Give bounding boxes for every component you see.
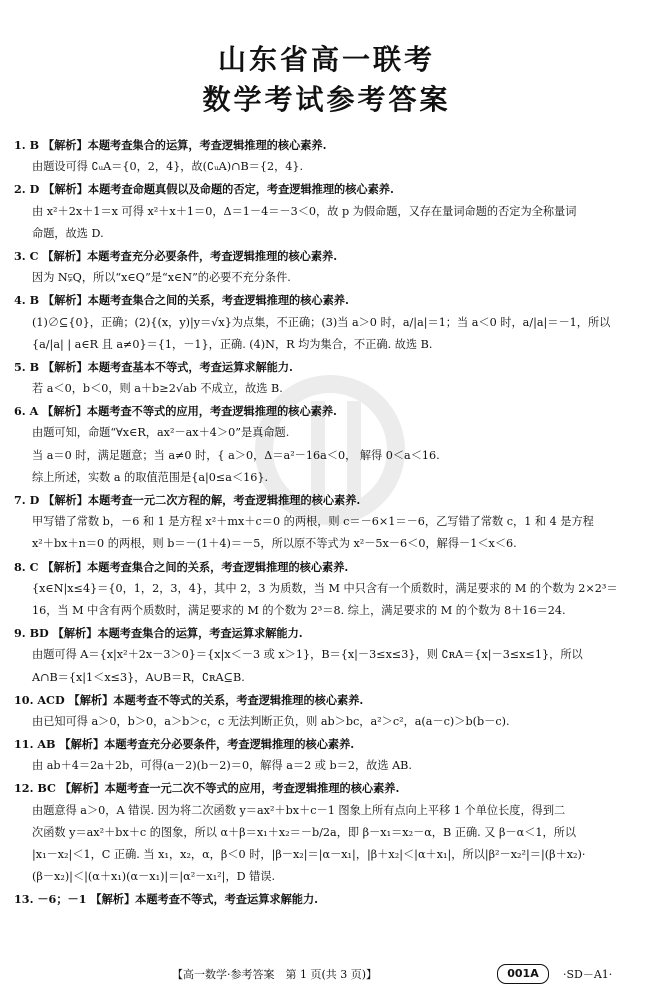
answer-text-line: 16，当 M 中含有两个质数时，满足要求的 M 的个数为 2³＝8. 综上，满足要求的 M 的个数为 8＋16＝24. bbox=[32, 603, 566, 617]
question-heading: 11. AB 【解析】本题考查充分必要条件，考查逻辑推理的核心素养. bbox=[14, 737, 355, 752]
paper-tag: ·SD－A1· bbox=[563, 968, 613, 981]
question-heading: 10. ACD 【解析】本题考查不等式的关系，考查逻辑推理的核心素养. bbox=[14, 692, 364, 707]
answer-text-line: {a/|a| | a∈R 且 a≠0}＝{1，－1}，正确. (4)N，R 均为集合，不正确. 故选 B. bbox=[32, 337, 433, 351]
paper-code-badge: 001A bbox=[497, 964, 549, 984]
page-subtitle: 数学考试参考答案 bbox=[202, 83, 451, 116]
answer-text-line: A∩B＝{x|1＜x≤3}，A∪B＝R，∁ʀA⊆B. bbox=[32, 670, 245, 684]
page-footer bbox=[0, 962, 653, 986]
answer-text-line: |x₁－x₂|＜1，C 正确. 当 x₁，x₂，α，β＜0 时，|β－x₂|＝|α－x₁|，|β＋x₂|＜|α＋x₁|，所以|β²－x₂²|＝|(β＋x₂)· bbox=[32, 848, 586, 861]
question-heading: 1. B 【解析】本题考查集合的运算，考查逻辑推理的核心素养. bbox=[14, 138, 327, 152]
answer-text-line: 由 x²＋2x＋1＝x 可得 x²＋x＋1＝0，Δ＝1－4＝－3＜0，故 p 为假命题，又存在量词命题的否定为全称量词 bbox=[32, 204, 577, 218]
answer-text-line: 甲写错了常数 b，－6 和 1 是方程 x²＋mx＋c＝0 的两根，则 c＝－6×1＝－6，乙写错了常数 c，1 和 4 是方程 bbox=[32, 515, 594, 529]
answer-text-line: (1)∅⊆{0}，正确；(2){(x，y)|y＝√x}为点集，不正确；(3)当 a＞0 时，a/|a|＝1；当 a＜0 时，a/|a|＝－1，所以 bbox=[32, 315, 611, 329]
question-heading: 12. BC 【解析】本题考查一元二次不等式的应用，考查逻辑推理的核心素养. bbox=[14, 781, 400, 796]
question-heading: 8. C 【解析】本题考查集合之间的关系，考查逻辑推理的核心素养. bbox=[14, 559, 349, 574]
answer-text-line: 次函数 y＝ax²＋bx＋c 的图象，所以 α＋β＝x₁＋x₂＝－b/2a，即 β－x₁＝x₂－α，B 正确. 又 β－α＜1，所以 bbox=[32, 825, 577, 839]
answer-text-line: 由 ab＋4＝2a＋2b，可得(a－2)(b－2)＝0，解得 a＝2 或 b＝2，故选 AB. bbox=[32, 759, 412, 773]
page-title: 山东省高一联考 bbox=[217, 43, 435, 76]
question-heading: 5. B 【解析】本题考查基本不等式，考查运算求解能力. bbox=[14, 359, 293, 374]
answer-text-line: 由已知可得 a＞0，b＞0，a＞b＞c，c 无法判断正负，则 ab＞bc，a²＞c²，a(a－c)＞b(b－c). bbox=[32, 714, 510, 728]
question-heading: 4. B 【解析】本题考查集合之间的关系，考查逻辑推理的核心素养. bbox=[14, 293, 349, 308]
question-heading: 7. D 【解析】本题考查一元二次方程的解，考查逻辑推理的核心素养. bbox=[14, 493, 361, 507]
question-heading: 6. A 【解析】本题考查不等式的应用，考查逻辑推理的核心素养. bbox=[14, 404, 337, 419]
answer-text-line: 由题意得 a＞0，A 错误. 因为将二次函数 y＝ax²＋bx＋c－1 图象上所有点向上平移 1 个单位长度，得到二 bbox=[32, 803, 566, 817]
answer-text-line: 当 a＝0 时，满足题意；当 a≠0 时，{ a＞0，Δ＝a²－16a＜0， 解得 0＜a＜16. bbox=[32, 448, 440, 462]
answer-text-line: 因为 N⫋Q，所以“x∈Q”是“x∈N”的必要不充分条件. bbox=[32, 271, 291, 285]
answer-text-line: 综上所述，实数 a 的取值范围是{a|0≤a＜16}. bbox=[32, 470, 269, 484]
footer-text: 【高一数学·参考答案 第 1 页(共 3 页)】 bbox=[172, 968, 378, 981]
answer-text-line: 由题设可得 ∁ᵤA＝{0，2，4}，故(∁ᵤA)∩B＝{2，4}. bbox=[32, 160, 304, 174]
question-heading: 2. D 【解析】本题考查命题真假以及命题的否定，考查逻辑推理的核心素养. bbox=[14, 182, 394, 197]
question-heading: 9. BD 【解析】本题考查集合的运算，考查运算求解能力. bbox=[14, 626, 303, 641]
question-heading: 3. C 【解析】本题考查充分必要条件，考查逻辑推理的核心素养. bbox=[14, 248, 338, 263]
answer-text-line: 命题，故选 D. bbox=[32, 226, 104, 240]
answer-text-line: 由题可得 A＝{x|x²＋2x－3＞0}＝{x|x＜－3 或 x＞1}，B＝{x|－3≤x≤3}，则 ∁ʀA＝{x|－3≤x≤1}，所以 bbox=[32, 648, 583, 662]
answer-text-line: 若 a＜0，b＜0，则 a＋b≥2√ab 不成立，故选 B. bbox=[32, 382, 283, 396]
answer-list bbox=[14, 134, 644, 911]
question-heading: 13. －6；－1 【解析】本题考查不等式，考查运算求解能力. bbox=[14, 892, 319, 907]
answer-text-line: (β－x₂)|＜|(α＋x₁)(α－x₁)|＝|α²－x₁²|，D 错误. bbox=[32, 870, 276, 884]
answer-text-line: {x∈N|x≤4}＝{0，1，2，3，4}，其中 2，3 为质数，当 M 中只含有一个质数时，满足要求的 M 的个数为 2×2³＝ bbox=[32, 581, 618, 595]
answer-text-line: 由题可知，命题“∀x∈R，ax²－ax＋4＞0”是真命题. bbox=[32, 426, 290, 440]
answer-text-line: x²＋bx＋n＝0 的两根，则 b＝－(1＋4)＝－5，所以原不等式为 x²－5x－6＜0，解得－1＜x＜6. bbox=[32, 537, 517, 551]
